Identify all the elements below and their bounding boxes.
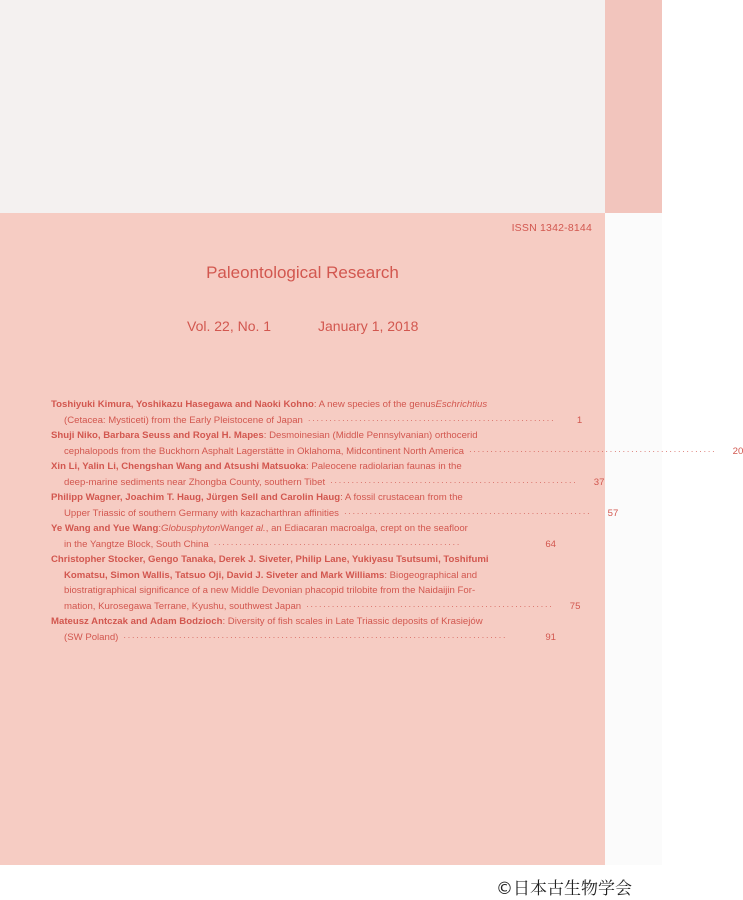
issn: ISSN 1342-8144 — [511, 222, 592, 234]
entry-title-cont: (SW Poland) — [64, 631, 119, 643]
toc-entry — [51, 428, 743, 459]
entry-title-italic: Eschrichtius — [435, 399, 488, 410]
entry-title: : Biogeographical and — [384, 569, 478, 581]
entry-title-cont: deep-marine sediments near Zhongba County, southern Tibet — [64, 476, 326, 488]
entry-authors: Christopher Stocker, Gengo Tanaka, Derek J. Siveter, Philip Lane, Yukiyasu Tsutsumi, Toshifumi — [51, 554, 489, 565]
entry-title: : A new species of the genus — [313, 399, 436, 410]
entry-authors: Mateusz Antczak and Adam Bodzioch — [51, 616, 223, 627]
entry-page: 91 — [545, 631, 556, 643]
entry-title-prefix: : — [158, 523, 161, 534]
entry-title: : Paleocene radiolarian faunas in the — [305, 461, 462, 472]
leader-dots: ·························································· — [330, 477, 578, 487]
right-strip-top — [605, 0, 662, 213]
entry-page: 20 — [732, 445, 743, 457]
entry-page: 1 — [576, 414, 583, 426]
leader-dots: ·························································· — [307, 415, 556, 425]
entry-authors: Philipp Wagner, Joachim T. Haug, Jürgen Sell and Carolin Haug — [51, 492, 341, 503]
table-of-contents — [51, 397, 743, 645]
toc-entry — [51, 614, 556, 645]
entry-page: 64 — [545, 538, 556, 550]
entry-title-cont: in the Yangtze Block, South China — [64, 538, 209, 550]
entry-page: 57 — [607, 507, 619, 519]
entry-title: : Desmoinesian (Middle Pennsylvanian) orthocerid — [263, 430, 478, 441]
entry-title-cont: biostratigraphical significance of a new Middle Devonian phacopid trilobite from the Naidaijin For- — [64, 585, 476, 596]
entry-title-mid: Wang — [220, 523, 245, 534]
entry-title-cont-2: mation, Kurosegawa Terrane, Kyushu, southwest Japan — [64, 600, 302, 612]
entry-title-cont: cephalopods from the Buckhorn Asphalt Lagerstätte in Oklahoma, Midcontinent North America — [64, 445, 464, 457]
issue-date: January 1, 2018 — [318, 318, 419, 334]
top-band — [0, 0, 605, 213]
entry-title-cont: (Cetacea: Mysticeti) from the Early Pleistocene of Japan — [64, 414, 303, 426]
toc-entry — [51, 397, 583, 428]
copyright-notice: ©日本古生物学会 — [496, 879, 632, 899]
entry-title: : A fossil crustacean from the — [340, 492, 463, 503]
journal-title: Paleontological Research — [206, 263, 399, 282]
entry-authors: Toshiyuki Kimura, Yoshikazu Hasegawa and Naoki Kohno — [51, 399, 314, 410]
entry-title-italic: Globusphyton — [161, 523, 221, 534]
entry-authors: Xin Li, Yalin Li, Chengshan Wang and Atsushi Matsuoka — [51, 461, 306, 472]
toc-entry — [51, 459, 605, 490]
entry-title-italic-2: et al. — [244, 523, 266, 534]
leader-dots: ·························································· — [343, 508, 592, 518]
leader-dots: ·························································· — [213, 539, 462, 549]
entry-title: , an Ediacaran macroalga, crept on the seafloor — [265, 523, 468, 534]
entry-title-cont: Upper Triassic of southern Germany with kazacharthran affinities — [64, 507, 339, 519]
leader-dots: ·························································· — [306, 601, 554, 611]
entry-page: 37 — [593, 476, 605, 488]
entry-authors: Shuji Niko, Barbara Seuss and Royal H. Mapes — [51, 430, 264, 441]
entry-title: : Diversity of fish scales in Late Triassic deposits of Krasiejów — [222, 616, 483, 627]
toc-entry — [51, 552, 581, 614]
right-strip — [605, 213, 662, 865]
toc-entry — [51, 490, 619, 521]
entry-authors-cont: Komatsu, Simon Wallis, Tatsuo Oji, David J. Siveter and Mark Williams — [64, 569, 385, 581]
volume-number: Vol. 22, No. 1 — [187, 318, 272, 334]
leader-dots: ·························································· — [468, 446, 717, 456]
leader-dots: ·························································································· — [123, 632, 508, 642]
toc-entry — [51, 521, 556, 552]
entry-page: 75 — [569, 600, 581, 612]
entry-authors: Ye Wang and Yue Wang — [51, 523, 159, 534]
